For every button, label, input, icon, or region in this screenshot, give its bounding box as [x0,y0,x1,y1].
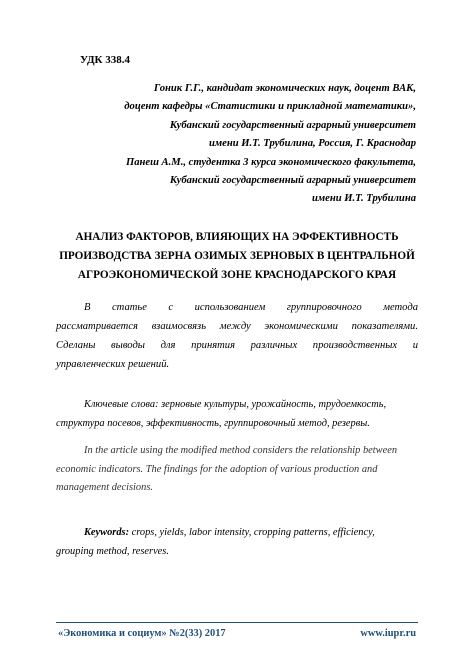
title-line: ПРОИЗВОДСТВА ЗЕРНА ОЗИМЫХ ЗЕРНОВЫХ В ЦЕНТРАЛЬНОЙ [59,250,415,262]
abstract-en-line: In the article using the modified method considers the relationship between [84,445,398,456]
author-line: доцент кафедры «Статистики и прикладной математики», [124,101,416,113]
abstract-line: управленческих решений. [56,359,170,370]
title-line: АНАЛИЗ ФАКТОРОВ, ВЛИЯЮЩИХ НА ЭФФЕКТИВНОСТЬ [75,231,399,243]
paper-title [40,228,434,285]
abstract-line: рассматривается взаимосвязь между экономическими показателями. [56,321,418,332]
footer-url[interactable]: www.iupr.ru [360,628,416,639]
author-line: Кубанский государственный аграрный университет [169,175,416,187]
keywords-line: Ключевые слова: зерновые культуры, урожайность, трудоемкость, [84,399,387,410]
title-line: АГРОЭКОНОМИЧЕСКОЙ ЗОНЕ КРАСНОДАРСКОГО КРАЯ [77,269,397,281]
abstract-line: Сделаны выводы для принятия различных производственных и [56,340,418,351]
udk-code: УДК 338.4 [80,54,131,66]
footer-divider [56,622,418,623]
author-line: имени И.Т. Трубилина, Россия, Г. Краснодар [208,138,416,150]
keywords-en-text: crops, yields, labor intensity, cropping patterns, efficiency, [129,527,375,538]
abstract-line: В статье с использованием группировочного метода [84,302,418,313]
keywords-en-line [56,523,418,542]
keywords-ru [56,395,418,433]
footer-journal: «Экономика и социум» №2(33) 2017 [58,628,226,639]
author-line: Гоник Г.Г., кандидат экономических наук, доцент ВАК, [153,83,416,94]
abstract-en-line: management decisions. [56,482,153,494]
author-block [36,80,416,209]
abstract-ru [56,298,418,374]
abstract-en-line: economic indicators. The findings for the adoption of various production and [56,463,378,475]
author-line: Панеш А.М., студентка 3 курса экономического факультета, [125,156,416,168]
author-line: имени И.Т. Трубилина [311,193,416,205]
abstract-en [56,442,418,498]
keywords-en [56,523,418,561]
keywords-line: структура посевов, эффективность, группировочный метод, резервы. [56,418,370,429]
author-line: Кубанский государственный аграрный университет [169,119,416,131]
keywords-en-line: grouping method, reserves. [56,546,169,557]
keywords-en-label: Keywords: [84,527,130,538]
